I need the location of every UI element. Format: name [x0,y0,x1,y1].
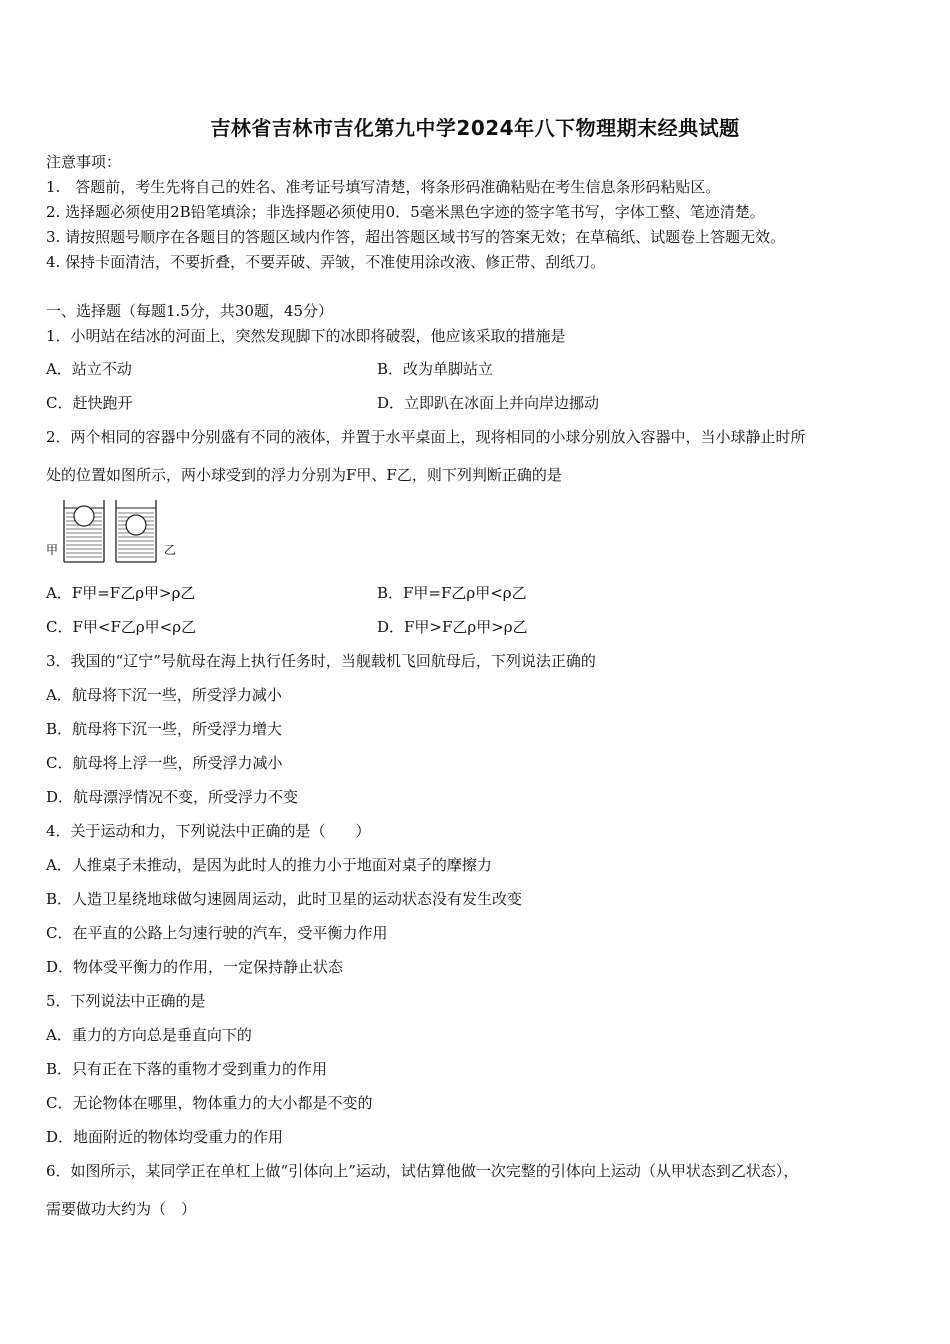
notice-heading: 注意事项： [46,153,122,171]
ball-right [126,515,146,535]
q1-option-c: C．赶快跑开 [46,394,133,412]
q3-option-b: B．航母将下沉一些，所受浮力增大 [46,720,283,738]
q3-option-a: A．航母将下沉一些，所受浮力减小 [46,686,282,704]
notice-item: 1. 答题前，考生先将自己的姓名、准考证号填写清楚，将条形码准确粘贴在考生信息条形码粘贴区。 [46,178,721,196]
page-title: 吉林省吉林市吉化第九中学2024年八下物理期末经典试题 [210,116,740,140]
q1-option-d: D．立即趴在冰面上并向岸边挪动 [377,394,600,412]
q2-option-b: B．F甲=F乙ρ甲<ρ乙 [377,584,527,602]
ball-left [74,506,94,526]
question-3-stem: 3．我国的“辽宁”号航母在海上执行任务时，当舰载机飞回航母后，下列说法正确的 [46,652,596,670]
q2-option-a: A．F甲=F乙ρ甲>ρ乙 [46,584,196,602]
q5-option-c: C．无论物体在哪里，物体重力的大小都是不变的 [46,1094,373,1112]
q5-option-a: A．重力的方向总是垂直向下的 [46,1026,252,1044]
question-6-stem-line1: 6．如图所示，某同学正在单杠上做“引体向上”运动，试估算他做一次完整的引体向上运动（从甲状态到乙状态）， [46,1162,799,1180]
q4-option-d: D．物体受平衡力的作用，一定保持静止状态 [46,958,344,976]
notice-item: 4. 保持卡面清洁，不要折叠，不要弄破、弄皱，不准使用涂改液、修正带、刮纸刀。 [46,253,606,271]
notice-item: 3. 请按照题号顺序在各题目的答题区域内作答，超出答题区域书写的答案无效；在草稿纸、试题卷上答题无效。 [46,228,786,246]
question-2-stem-line2: 处的位置如图所示，两小球受到的浮力分别为F甲、F乙，则下列判断正确的是 [46,466,562,484]
question-2-stem-line1: 2．两个相同的容器中分别盛有不同的液体，并置于水平桌面上，现将相同的小球分别放入容器中，当小球静止时所 [46,428,806,446]
q2-option-c: C．F甲<F乙ρ甲<ρ乙 [46,618,197,636]
q3-option-d: D．航母漂浮情况不变，所受浮力不变 [46,788,299,806]
container-left [64,500,104,562]
q5-option-d: D．地面附近的物体均受重力的作用 [46,1128,284,1146]
q3-option-c: C．航母将上浮一些，所受浮力减小 [46,754,283,772]
q1-option-a: A．站立不动 [46,360,132,378]
question-4-stem: 4．关于运动和力，下列说法中正确的是（ ） [46,822,371,840]
question-5-stem: 5．下列说法中正确的是 [46,992,206,1010]
q4-option-a: A．人推桌子未推动，是因为此时人的推力小于地面对桌子的摩擦力 [46,856,492,874]
q4-option-c: C．在平直的公路上匀速行驶的汽车，受平衡力作用 [46,924,388,942]
question-1-stem: 1．小明站在结冰的河面上，突然发现脚下的冰即将破裂，他应该采取的措施是 [46,327,566,345]
figure-label-jia: 甲 [46,543,59,557]
figure-label-yi: 乙 [164,543,177,557]
section-heading: 一、选择题（每题1.5分，共30题，45分） [46,302,334,320]
containers-figure [44,496,184,566]
question-6-stem-line2: 需要做功大约为（ ） [46,1200,197,1218]
q5-option-b: B．只有正在下落的重物才受到重力的作用 [46,1060,328,1078]
q2-option-d: D．F甲>F乙ρ甲>ρ乙 [377,618,528,636]
q4-option-b: B．人造卫星绕地球做匀速圆周运动，此时卫星的运动状态没有发生改变 [46,890,523,908]
notice-item: 2. 选择题必须使用2B铅笔填涂；非选择题必须使用0．5毫米黑色字迹的签字笔书写，字体工整、笔迹清楚。 [46,203,765,221]
container-right [116,500,156,562]
q1-option-b: B．改为单脚站立 [377,360,494,378]
